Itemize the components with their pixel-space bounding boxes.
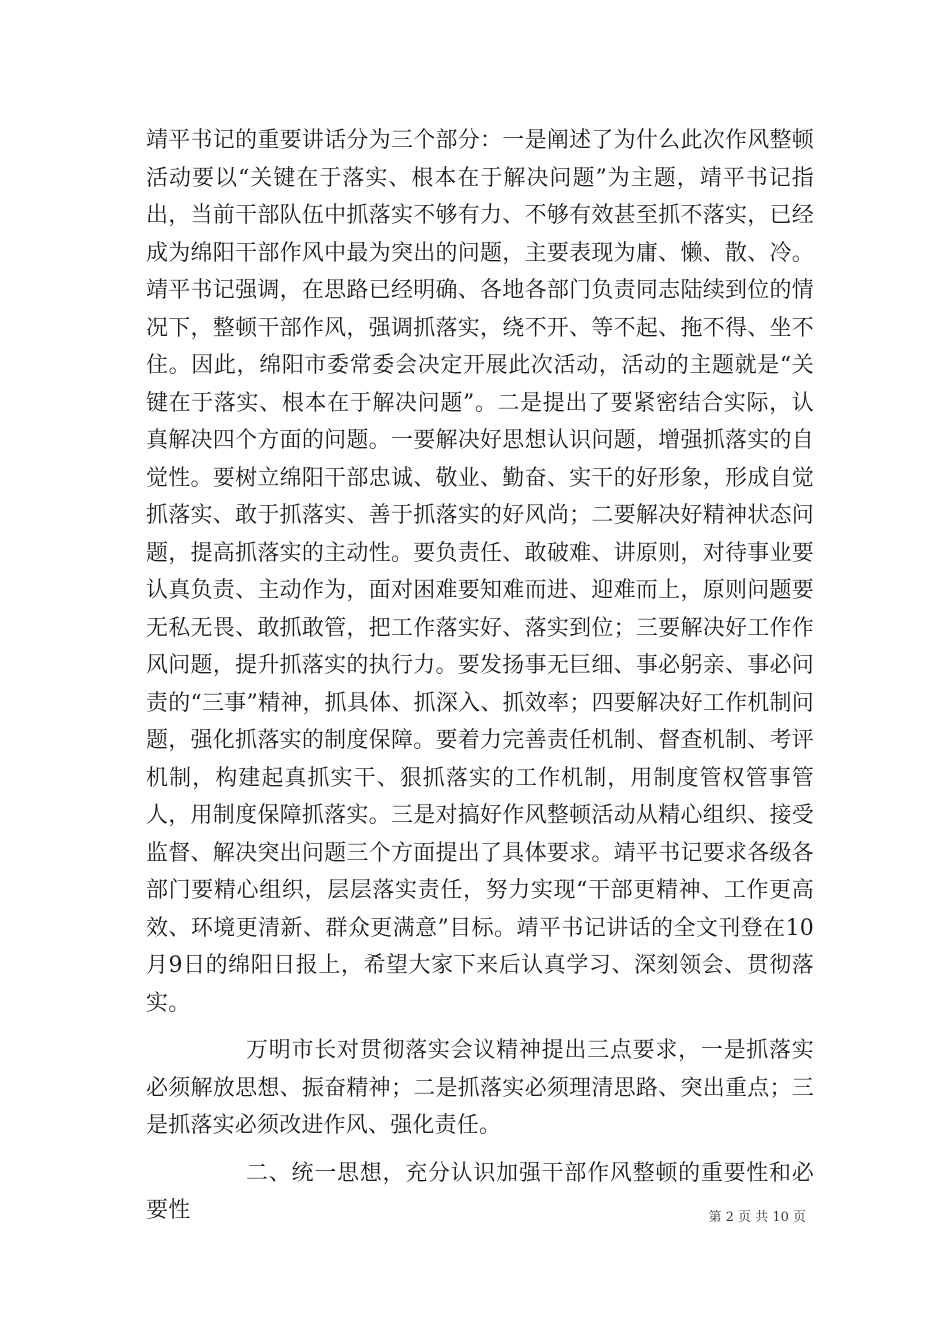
section-heading-two: 二、统一思想，充分认识加强干部作风整顿的重要性和必要性	[146, 1160, 814, 1223]
paragraph-mayor-requirements: 万明市长对贯彻落实会议精神提出三点要求，一是抓落实必须解放思想、振奋精神；二是抓落实必须理清思路、突出重点；三是抓落实必须改进作风、强化责任。	[146, 1038, 814, 1138]
document-body	[146, 122, 814, 1230]
page-number-footer: 第 2 页 共 10 页	[708, 1210, 806, 1225]
paragraph-speech-summary: 靖平书记的重要讲话分为三个部分：一是阐述了为什么此次作风整顿活动要以“关键在于落实、根本在于解决问题”为主题，靖平书记指出，当前干部队伍中抓落实不够有力、不够有效甚至抓不落实，已经成为绵阳干部作风中最为突出的问题，主要表现为庸、懒、散、冷。靖平书记强调，在思路已经明确、各地各部门负责同志陆续到位的情况下，整顿干部作风，强调抓落实，绕不开、等不起、拖不得、坐不住。因此，绵阳市委常委会决定开展此次活动，活动的主题就是“关键在于落实、根本在于解决问题”。二是提出了要紧密结合实际，认真解决四个方面的问题。一要解决好思想认识问题，增强抓落实的自觉性。要树立绵阳干部忠诚、敬业、勤奋、实干的好形象，形成自觉抓落实、敢于抓落实、善于抓落实的好风尚；二要解决好精神状态问题，提高抓落实的主动性。要负责任、敢破难、讲原则，对待事业要认真负责、主动作为，面对困难要知难而进、迎难而上，原则问题要无私无畏、敢抓敢管，把工作落实好、落实到位；三要解决好工作作风问题，提升抓落实的执行力。要发扬事无巨细、事必躬亲、事必问责的“三事”精神，抓具体、抓深入、抓效率；四要解决好工作机制问题，强化抓落实的制度保障。要着力完善责任机制、督查机制、考评机制，构建起真抓实干、狠抓落实的工作机制，用制度管权管事管人，用制度保障抓落实。三是对搞好作风整顿活动从精心组织、接受监督、解决突出问题三个方面提出了具体要求。靖平书记要求各级各部门要精心组织，层层落实责任，努力实现“干部更精神、工作更高效、环境更清新、群众更满意”目标。靖平书记讲话的全文刊登在10月9日的绵阳日报上，希望大家下来后认真学习、深刻领会、贯彻落实。	[146, 128, 814, 1016]
